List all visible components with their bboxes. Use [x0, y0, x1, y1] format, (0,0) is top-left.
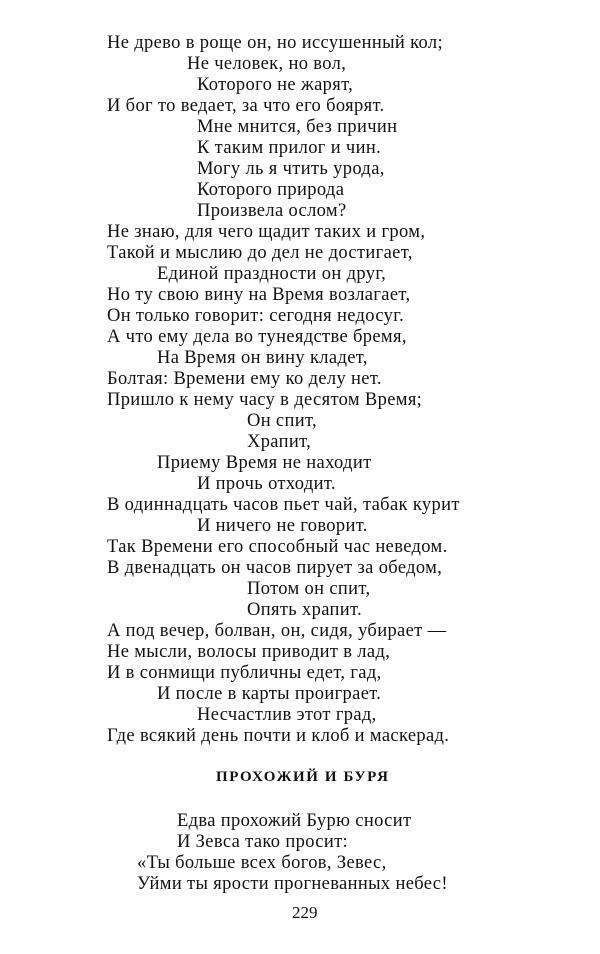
poem-line: И прочь отходит.	[197, 474, 336, 494]
poem-line: Уйми ты ярости прогневанных небес!	[137, 874, 448, 894]
poem-line: Такой и мыслию до дел не достигает,	[107, 243, 413, 263]
poem-line: И ничего не говорит.	[197, 516, 368, 536]
poem-line: «Ты больше всех богов, Зевес,	[137, 853, 387, 873]
page-number: 229	[292, 903, 318, 922]
poem-title: ПРОХОЖИЙ И БУРЯ	[216, 769, 390, 785]
poem-line: Которого не жарят,	[197, 75, 354, 95]
poem-line: Не древо в роще он, но иссушенный кол;	[107, 33, 443, 53]
poem-line: Не мысли, волосы приводит в лад,	[107, 642, 391, 662]
poem-line: К таким прилог и чин.	[197, 138, 382, 158]
poem-line: И в сонмищи публичны едет, гад,	[107, 663, 382, 683]
poem-line: Не знаю, для чего щадит таких и гром,	[107, 222, 426, 242]
poem-line: Единой праздности он друг,	[157, 264, 387, 284]
poem-line: Храпит,	[247, 432, 312, 452]
poem-line: Он спит,	[247, 411, 318, 431]
poem-line: Пришло к нему часу в десятом Время;	[107, 390, 423, 410]
poem-line: Так Времени его способный час неведом.	[107, 537, 448, 557]
poem-line: Опять храпит.	[247, 600, 363, 620]
poem-line: А что ему дела во тунеядстве бремя,	[107, 327, 407, 347]
poem-line: И бог то ведает, за что его боярят.	[107, 96, 385, 116]
poem-line: В одиннадцать часов пьет чай, табак курит	[107, 495, 460, 515]
poem-line: Мне мнится, без причин	[197, 117, 398, 137]
poem-line: И после в карты проиграет.	[157, 684, 382, 704]
poem-line: На Время он вину кладет,	[157, 348, 368, 368]
poem-line: Не человек, но вол,	[187, 54, 347, 74]
poem-line: И Зевса тако просит:	[177, 832, 349, 852]
poem-line: Несчастлив этот град,	[197, 705, 377, 725]
poem-line: А под вечер, болван, он, сидя, убирает —	[107, 621, 447, 641]
poem-line: Могу ль я чтить урода,	[197, 159, 385, 179]
poem-line: Которого природа	[197, 180, 345, 200]
poem-line: Произвела ослом?	[197, 201, 347, 221]
poem-line: Болтая: Времени ему ко делу нет.	[107, 369, 382, 389]
poem-line: Он только говорит: сегодня недосуг.	[107, 306, 405, 326]
poem-line: Приему Время не находит	[157, 453, 372, 473]
poem-line: Но ту свою вину на Время возлагает,	[107, 285, 411, 305]
poem-line: Потом он спит,	[247, 579, 371, 599]
poem-line: В двенадцать он часов пирует за обедом,	[107, 558, 443, 578]
poem-line: Едва прохожий Бурю сносит	[177, 811, 412, 831]
poem-line: Где всякий день почти и клоб и маскерад.	[107, 726, 450, 746]
